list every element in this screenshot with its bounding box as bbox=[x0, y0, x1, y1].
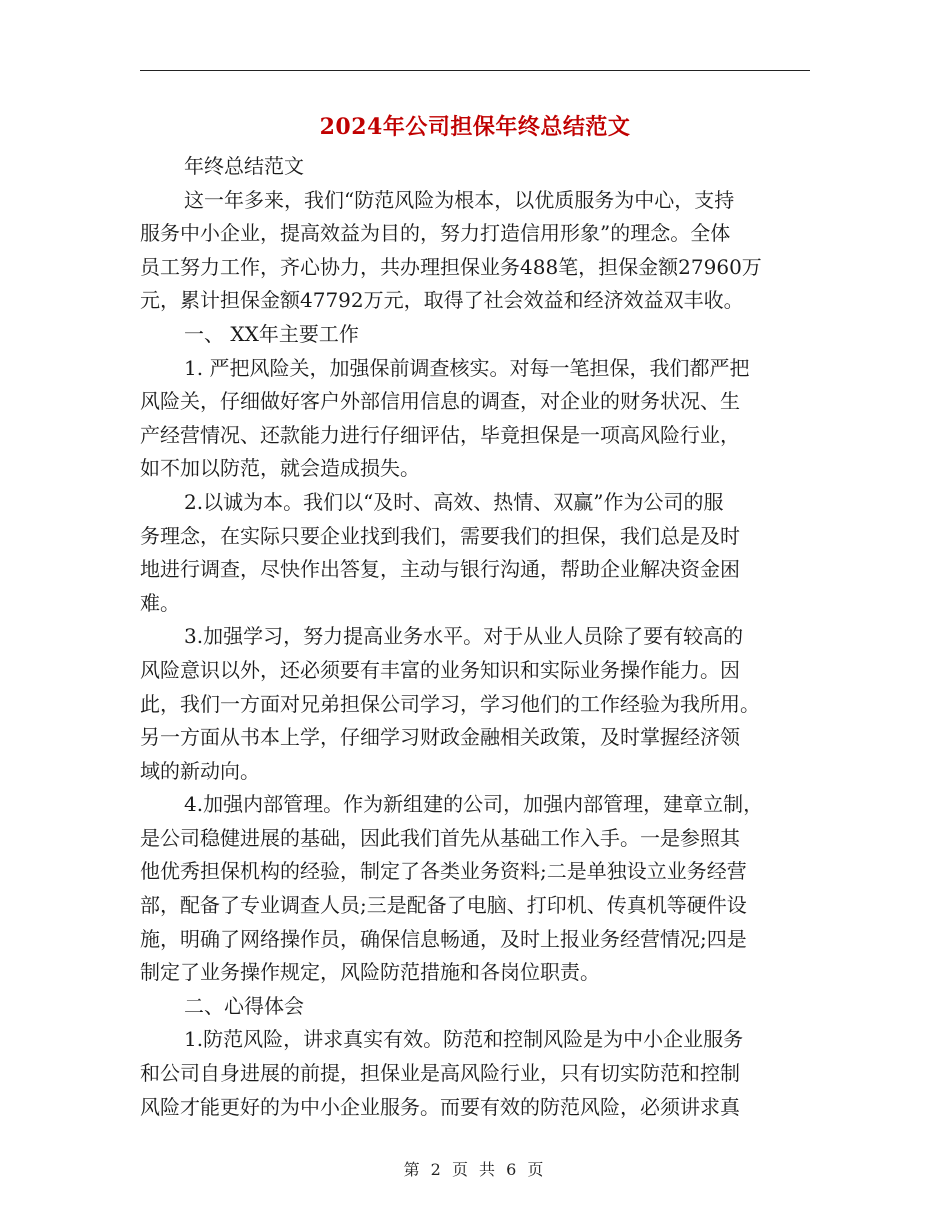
text-line: 元，累计担保金额47792万元，取得了社会效益和经济效益双丰收。 bbox=[140, 288, 744, 313]
paragraph bbox=[140, 1023, 810, 1124]
text-line: 务理念，在实际只要企业找到我们，需要我们的担保，我们总是及时 bbox=[140, 523, 740, 548]
text-line: 和公司自身进展的前提，担保业是高风险行业，只有切实防范和控制 bbox=[140, 1061, 740, 1086]
text-line: 1.防范风险，讲求真实有效。防范和控制风险是为中小企业服务 bbox=[184, 1027, 744, 1052]
text-line: 施，明确了网络操作员，确保信息畅通，及时上报业务经营情况;四是 bbox=[140, 926, 747, 951]
text-line: 风险才能更好的为中小企业服务。而要有效的防范风险，必须讲求真 bbox=[140, 1094, 740, 1119]
text-line: 地进行调查，尽快作出答复，主动与银行沟通，帮助企业解决资金困 bbox=[140, 557, 740, 582]
text-line: 年终总结范文 bbox=[184, 154, 304, 178]
text-line: 部，配备了专业调查人员;三是配备了电脑、打印机、传真机等硬件设 bbox=[140, 893, 747, 918]
text-line: 风险关，仔细做好客户外部信用信息的调查，对企业的财务状况、生 bbox=[140, 389, 740, 414]
text-line: 此，我们一方面对兄弟担保公司学习，学习他们的工作经验为我所用。 bbox=[140, 691, 760, 716]
text-line: 风险意识以外，还必须要有丰富的业务知识和实际业务操作能力。因 bbox=[140, 657, 740, 682]
paragraph bbox=[140, 486, 810, 620]
text-line: 产经营情况、还款能力进行仔细评估，毕竟担保是一项高风险行业， bbox=[140, 422, 740, 447]
document-title: 2024年公司担保年终总结范文 bbox=[319, 114, 631, 140]
paragraph bbox=[140, 352, 810, 486]
text-line: 制定了业务操作规定，风险防范措施和各岗位职责。 bbox=[140, 960, 600, 985]
text-line: 另一方面从书本上学，仔细学习财政金融相关政策，及时掌握经济领 bbox=[140, 725, 740, 750]
paragraph bbox=[140, 150, 810, 184]
text-line: 3.加强学习，努力提高业务水平。对于从业人员除了要有较高的 bbox=[184, 624, 744, 649]
text-line: 二、心得体会 bbox=[184, 993, 304, 1018]
text-line: 这一年多来，我们“防范风险为根本，以优质服务为中心，支持 bbox=[184, 187, 735, 212]
section-heading bbox=[140, 318, 810, 352]
header-rule bbox=[140, 70, 810, 71]
document-body bbox=[140, 150, 810, 1124]
text-line: 2.以诚为本。我们以“及时、高效、热情、双赢”作为公司的服 bbox=[184, 489, 724, 514]
text-line: 他优秀担保机构的经验，制定了各类业务资料;二是单独设立业务经营 bbox=[140, 859, 747, 884]
text-line: 一、 XX年主要工作 bbox=[184, 321, 359, 346]
text-line: 如不加以防范，就会造成损失。 bbox=[140, 456, 420, 481]
text-line: 员工努力工作，齐心协力，共办理担保业务488笔，担保金额27960万 bbox=[140, 254, 762, 279]
paragraph bbox=[140, 620, 810, 788]
text-line: 域的新动向。 bbox=[140, 758, 260, 783]
paragraph bbox=[140, 184, 810, 318]
text-line: 难。 bbox=[140, 590, 180, 615]
page-number-footer: 第 2 页 共 6 页 bbox=[403, 1160, 547, 1179]
text-line: 1. 严把风险关，加强保前调查核实。对每一笔担保，我们都严把 bbox=[184, 355, 750, 380]
text-line: 服务中小企业，提高效益为目的，努力打造信用形象”的理念。全体 bbox=[140, 221, 731, 246]
text-line: 是公司稳健进展的基础，因此我们首先从基础工作入手。一是参照其 bbox=[140, 825, 740, 850]
text-line: 4.加强内部管理。作为新组建的公司，加强内部管理，建章立制， bbox=[184, 792, 764, 817]
paragraph bbox=[140, 788, 810, 990]
section-heading bbox=[140, 990, 810, 1024]
